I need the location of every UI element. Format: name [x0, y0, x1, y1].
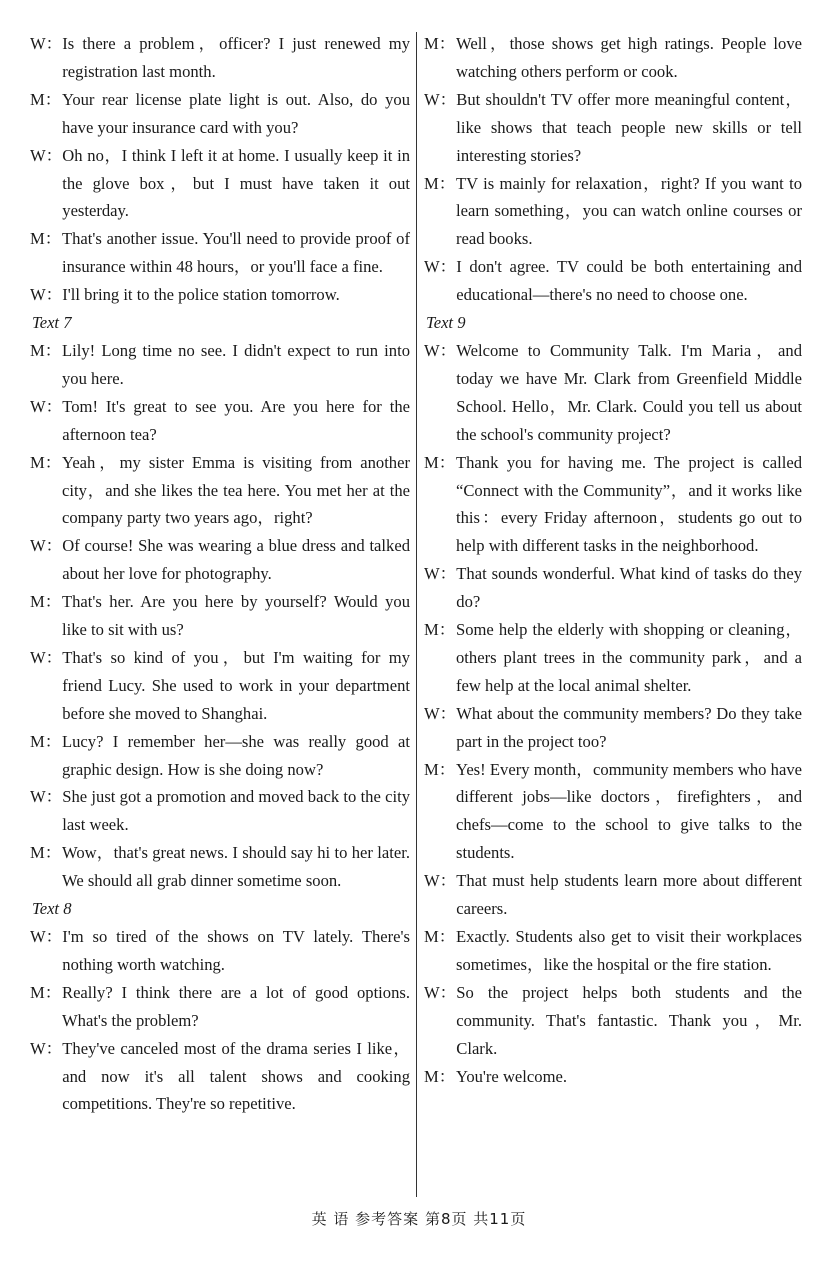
- speaker-label: M：: [30, 982, 62, 1002]
- utterance-text: She just got a promotion and moved back to the city last week.: [62, 787, 410, 835]
- speaker-label: M：: [30, 731, 62, 751]
- utterance-text: Really? I think there are a lot of good options. What's the problem?: [62, 982, 410, 1030]
- dialogue-turn: [424, 337, 802, 449]
- right-column: [424, 30, 802, 1090]
- dialogue-turn: [30, 86, 410, 142]
- dialogue-turn: [30, 588, 410, 644]
- dialogue-turn: [424, 867, 802, 923]
- left-column: [30, 30, 410, 1118]
- speaker-label: M：: [424, 34, 456, 53]
- utterance-text: They've canceled most of the drama series I like，and now it's all talent shows and cooking competitions. They're so repetitive.: [62, 1038, 410, 1114]
- dialogue-turn: [424, 1063, 802, 1091]
- speaker-label: W：: [30, 787, 63, 807]
- utterance-text: That's another issue. You'll need to provide proof of insurance within 48 hours，or you'll face a fine.: [62, 229, 410, 277]
- section-heading: Text 7: [32, 313, 72, 333]
- speaker-label: M：: [424, 927, 456, 946]
- utterance-text: Lucy? I remember her—she was really good at graphic design. How is she doing now?: [62, 731, 410, 779]
- utterance-text: Yeah，my sister Emma is visiting from another city，and she likes the tea here. You met her at the company party two years ago，right?: [62, 452, 410, 528]
- utterance-text: That's so kind of you，but I'm waiting for my friend Lucy. She used to work in your department before she moved to Shanghai.: [62, 647, 410, 723]
- speaker-label: M：: [30, 340, 62, 360]
- dialogue-turn: [424, 560, 802, 616]
- speaker-label: M：: [30, 843, 62, 863]
- speaker-label: M：: [424, 759, 456, 779]
- utterance-text: That sounds wonderful. What kind of tasks do they do?: [456, 564, 802, 612]
- dialogue-turn: [30, 923, 410, 979]
- speaker-label: M：: [30, 452, 62, 472]
- dialogue-turn: [30, 644, 410, 728]
- speaker-label: W：: [30, 145, 63, 165]
- dialogue-turn: [424, 616, 802, 700]
- column-divider: [416, 32, 417, 1197]
- utterance-text: That must help students learn more about different careers.: [456, 871, 802, 919]
- dialogue-turn: [424, 449, 802, 561]
- speaker-label: M：: [424, 1066, 456, 1086]
- dialogue-turn: [30, 1035, 410, 1119]
- speaker-label: W：: [424, 564, 457, 584]
- section-heading: Text 8: [32, 899, 72, 919]
- dialogue-turn: [30, 142, 410, 226]
- speaker-label: M：: [30, 89, 62, 109]
- dialogue-turn: [30, 449, 410, 533]
- dialogue-turn: [424, 700, 802, 756]
- speaker-label: W：: [424, 257, 457, 277]
- utterance-text: TV is mainly for relaxation，right? If you want to learn something，you can watch online courses or read books.: [456, 173, 802, 249]
- utterance-text: Yes! Every month，community members who have different jobs—like doctors，firefighters，and chefs—come to the school to give talks to the students.: [456, 759, 802, 863]
- dialogue-turn: [424, 170, 802, 254]
- speaker-label: W：: [424, 982, 457, 1002]
- dialogue-turn: [30, 979, 410, 1035]
- utterance-text: Oh no，I think I left it at home. I usually keep it in the glove box，but I must have taken it out yesterday.: [62, 145, 410, 221]
- utterance-text: But shouldn't TV offer more meaningful content，like shows that teach people new skills or tell interesting stories?: [456, 89, 802, 165]
- page-footer: 英 语 参考答案 第8页 共11页: [311, 1210, 527, 1228]
- speaker-label: W：: [30, 34, 63, 53]
- utterance-text: I don't agree. TV could be both entertaining and educational—there's no need to choose one.: [456, 257, 802, 305]
- dialogue-turn: [424, 756, 802, 868]
- dialogue-turn: [424, 30, 802, 86]
- dialogue-turn: [30, 728, 410, 784]
- utterance-text: Lily! Long time no see. I didn't expect to run into you here.: [62, 340, 410, 388]
- utterance-text: Exactly. Students also get to visit their workplaces sometimes，like the hospital or the fire station.: [456, 927, 802, 974]
- dialogue-turn: [30, 393, 410, 449]
- dialogue-turn: [30, 30, 410, 86]
- dialogue-turn: [424, 979, 802, 1063]
- speaker-label: W：: [424, 871, 457, 891]
- utterance-text: Some help the elderly with shopping or cleaning，others plant trees in the community park，and a few help at the local animal shelter.: [456, 620, 802, 695]
- speaker-label: M：: [30, 229, 62, 249]
- utterance-text: Thank you for having me. The project is called “Connect with the Community”，and it works like this：every Friday afternoon，students go out to help with different tasks in the neighborhood.: [456, 452, 802, 556]
- speaker-label: M：: [30, 592, 62, 612]
- utterance-text: Wow，that's great news. I should say hi to her later. We should all grab dinner sometime soon.: [62, 843, 410, 891]
- dialogue-turn: [424, 86, 802, 170]
- speaker-label: W：: [30, 647, 63, 667]
- utterance-text: That's her. Are you here by yourself? Would you like to sit with us?: [62, 592, 410, 640]
- dialogue-turn: [30, 839, 410, 895]
- dialogue-turn: [30, 337, 410, 393]
- speaker-label: M：: [424, 173, 456, 193]
- utterance-text: I'm so tired of the shows on TV lately. There's nothing worth watching.: [62, 927, 410, 974]
- speaker-label: W：: [424, 89, 457, 109]
- speaker-label: W：: [30, 536, 63, 556]
- utterance-text: Tom! It's great to see you. Are you here for the afternoon tea?: [62, 396, 410, 444]
- dialogue-turn: [30, 783, 410, 839]
- dialogue-turn: [424, 923, 802, 979]
- utterance-text: What about the community members? Do they take part in the project too?: [456, 703, 802, 751]
- dialogue-turn: [424, 253, 802, 309]
- speaker-label: W：: [30, 927, 63, 946]
- dialogue-turn: [30, 281, 410, 309]
- utterance-text: Your rear license plate light is out. Also, do you have your insurance card with you?: [62, 89, 410, 137]
- speaker-label: W：: [30, 396, 63, 416]
- speaker-label: M：: [424, 620, 456, 640]
- speaker-label: M：: [424, 452, 456, 472]
- speaker-label: W：: [30, 1038, 63, 1058]
- utterance-text: I'll bring it to the police station tomorrow.: [62, 285, 340, 305]
- utterance-text: Welcome to Community Talk. I'm Maria，and today we have Mr. Clark from Greenfield Middle School. Hello，Mr. Clark. Could you tell us about the school's community project?: [456, 340, 802, 444]
- speaker-label: W：: [424, 703, 457, 723]
- section-heading: Text 9: [426, 313, 466, 333]
- utterance-text: Is there a problem，officer? I just renewed my registration last month.: [62, 34, 410, 81]
- dialogue-turn: [30, 225, 410, 281]
- utterance-text: Well，those shows get high ratings. People love watching others perform or cook.: [456, 34, 802, 81]
- utterance-text: Of course! She was wearing a blue dress and talked about her love for photography.: [62, 536, 410, 584]
- speaker-label: W：: [30, 285, 63, 305]
- speaker-label: W：: [424, 340, 457, 360]
- utterance-text: So the project helps both students and the community. That's fantastic. Thank you，Mr. Clark.: [456, 982, 802, 1058]
- dialogue-turn: [30, 532, 410, 588]
- utterance-text: You're welcome.: [456, 1066, 567, 1086]
